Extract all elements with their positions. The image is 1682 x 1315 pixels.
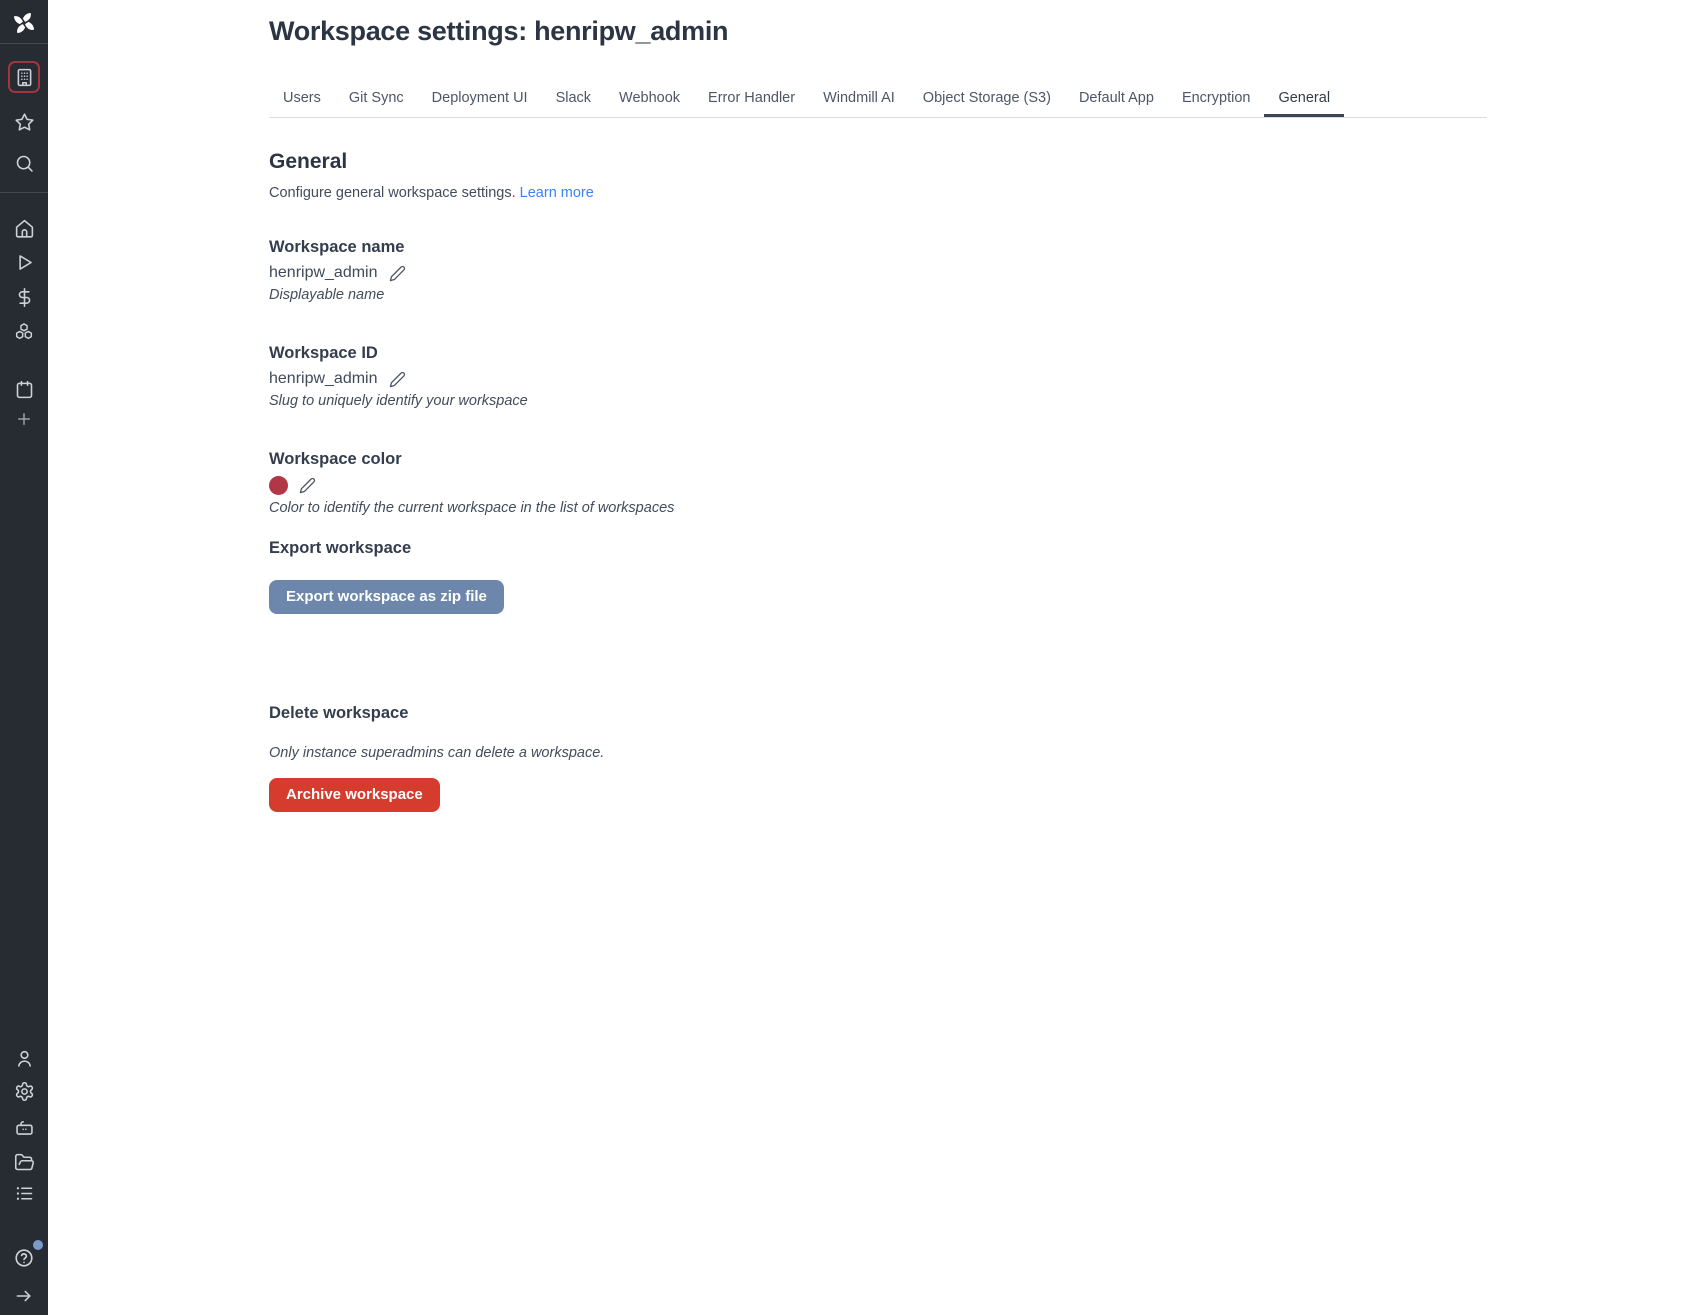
- workspace-id-value: henripw_admin: [269, 370, 378, 387]
- export-workspace-label: Export workspace: [269, 539, 412, 557]
- help-circle-icon: [13, 1247, 35, 1269]
- sidebar-item-collapse[interactable]: [8, 1280, 40, 1312]
- pencil-icon: [299, 477, 316, 494]
- sidebar-item-settings[interactable]: [8, 1075, 40, 1107]
- tab-object-storage[interactable]: Object Storage (S3): [922, 90, 1051, 106]
- workspace-color-label: Workspace color: [269, 450, 402, 468]
- workspace-name-hint: Displayable name: [269, 287, 385, 303]
- star-icon: [14, 112, 35, 133]
- user-icon: [14, 1048, 35, 1069]
- sidebar-item-runs[interactable]: [8, 246, 40, 278]
- workspace-name-label: Workspace name: [269, 238, 405, 256]
- list-icon: [14, 1183, 35, 1204]
- tab-deployment-ui[interactable]: Deployment UI: [431, 90, 528, 106]
- main-content: [269, 0, 1487, 812]
- sidebar-item-add[interactable]: [8, 403, 40, 435]
- edit-workspace-id-button[interactable]: [389, 371, 406, 388]
- boxes-icon: [13, 321, 35, 343]
- sidebar-item-folders[interactable]: [8, 1146, 40, 1178]
- tab-error-handler[interactable]: Error Handler: [708, 90, 796, 106]
- tab-windmill-ai[interactable]: Windmill AI: [823, 90, 895, 106]
- pencil-icon: [389, 371, 406, 388]
- sidebar-item-favorites[interactable]: [8, 106, 40, 138]
- archive-workspace-button[interactable]: Archive workspace: [269, 778, 440, 812]
- toolbox-icon: [14, 1117, 35, 1138]
- sidebar-item-search[interactable]: [8, 147, 40, 179]
- plus-icon: [15, 410, 33, 428]
- page-title: Workspace settings: henripw_admin: [269, 16, 729, 46]
- dollar-icon: [14, 287, 35, 308]
- workspace-color-swatch: [269, 476, 288, 495]
- windmill-logo-icon: [11, 10, 37, 36]
- learn-more-link[interactable]: Learn more: [519, 185, 594, 201]
- general-description: [269, 185, 1487, 201]
- workspace-color-section: [269, 450, 1487, 516]
- delete-workspace-label: Delete workspace: [269, 704, 409, 722]
- settings-tabs: [269, 80, 1487, 118]
- gear-icon: [14, 1081, 35, 1102]
- notification-dot: [33, 1240, 43, 1250]
- workspace-id-hint: Slug to uniquely identify your workspace: [269, 393, 528, 409]
- folder-open-icon: [14, 1152, 35, 1173]
- tab-general[interactable]: General: [1264, 80, 1344, 117]
- sidebar-item-home[interactable]: [8, 212, 40, 244]
- sidebar-item-schedules[interactable]: [8, 373, 40, 405]
- sidebar-item-user[interactable]: [8, 1042, 40, 1074]
- tab-slack[interactable]: Slack: [555, 90, 592, 106]
- sidebar: [0, 0, 48, 1315]
- tab-webhook[interactable]: Webhook: [619, 90, 681, 106]
- tab-default-app[interactable]: Default App: [1078, 90, 1154, 106]
- sidebar-item-workspace[interactable]: [8, 61, 40, 93]
- building-icon: [14, 67, 35, 88]
- sidebar-item-workers[interactable]: [8, 1111, 40, 1143]
- workspace-id-label: Workspace ID: [269, 344, 378, 362]
- tab-users[interactable]: Users: [283, 90, 321, 106]
- play-icon: [14, 252, 35, 273]
- sidebar-item-variables[interactable]: [8, 281, 40, 313]
- edit-workspace-name-button[interactable]: [389, 265, 406, 282]
- search-icon: [14, 153, 35, 174]
- windmill-logo[interactable]: [8, 7, 40, 39]
- sidebar-item-logs[interactable]: [8, 1177, 40, 1209]
- sidebar-divider: [0, 43, 48, 44]
- calendar-icon: [14, 379, 35, 400]
- sidebar-divider: [0, 192, 48, 193]
- workspace-name-value: henripw_admin: [269, 264, 378, 281]
- general-heading: General: [269, 150, 348, 173]
- description-text: Configure general workspace settings.: [269, 185, 516, 201]
- tab-encryption[interactable]: Encryption: [1181, 90, 1251, 106]
- sidebar-item-resources[interactable]: [8, 316, 40, 348]
- workspace-color-hint: Color to identify the current workspace in the list of workspaces: [269, 500, 675, 516]
- tab-git-sync[interactable]: Git Sync: [348, 90, 404, 106]
- delete-workspace-section: [269, 704, 1487, 812]
- home-icon: [14, 218, 35, 239]
- sidebar-item-help[interactable]: [8, 1242, 40, 1274]
- arrow-right-icon: [14, 1286, 34, 1306]
- workspace-name-section: [269, 238, 1487, 303]
- workspace-id-section: [269, 344, 1487, 409]
- pencil-icon: [389, 265, 406, 282]
- delete-workspace-hint: Only instance superadmins can delete a workspace.: [269, 745, 605, 761]
- export-workspace-button[interactable]: Export workspace as zip file: [269, 580, 504, 614]
- export-workspace-section: [269, 539, 1487, 614]
- edit-workspace-color-button[interactable]: [299, 477, 316, 494]
